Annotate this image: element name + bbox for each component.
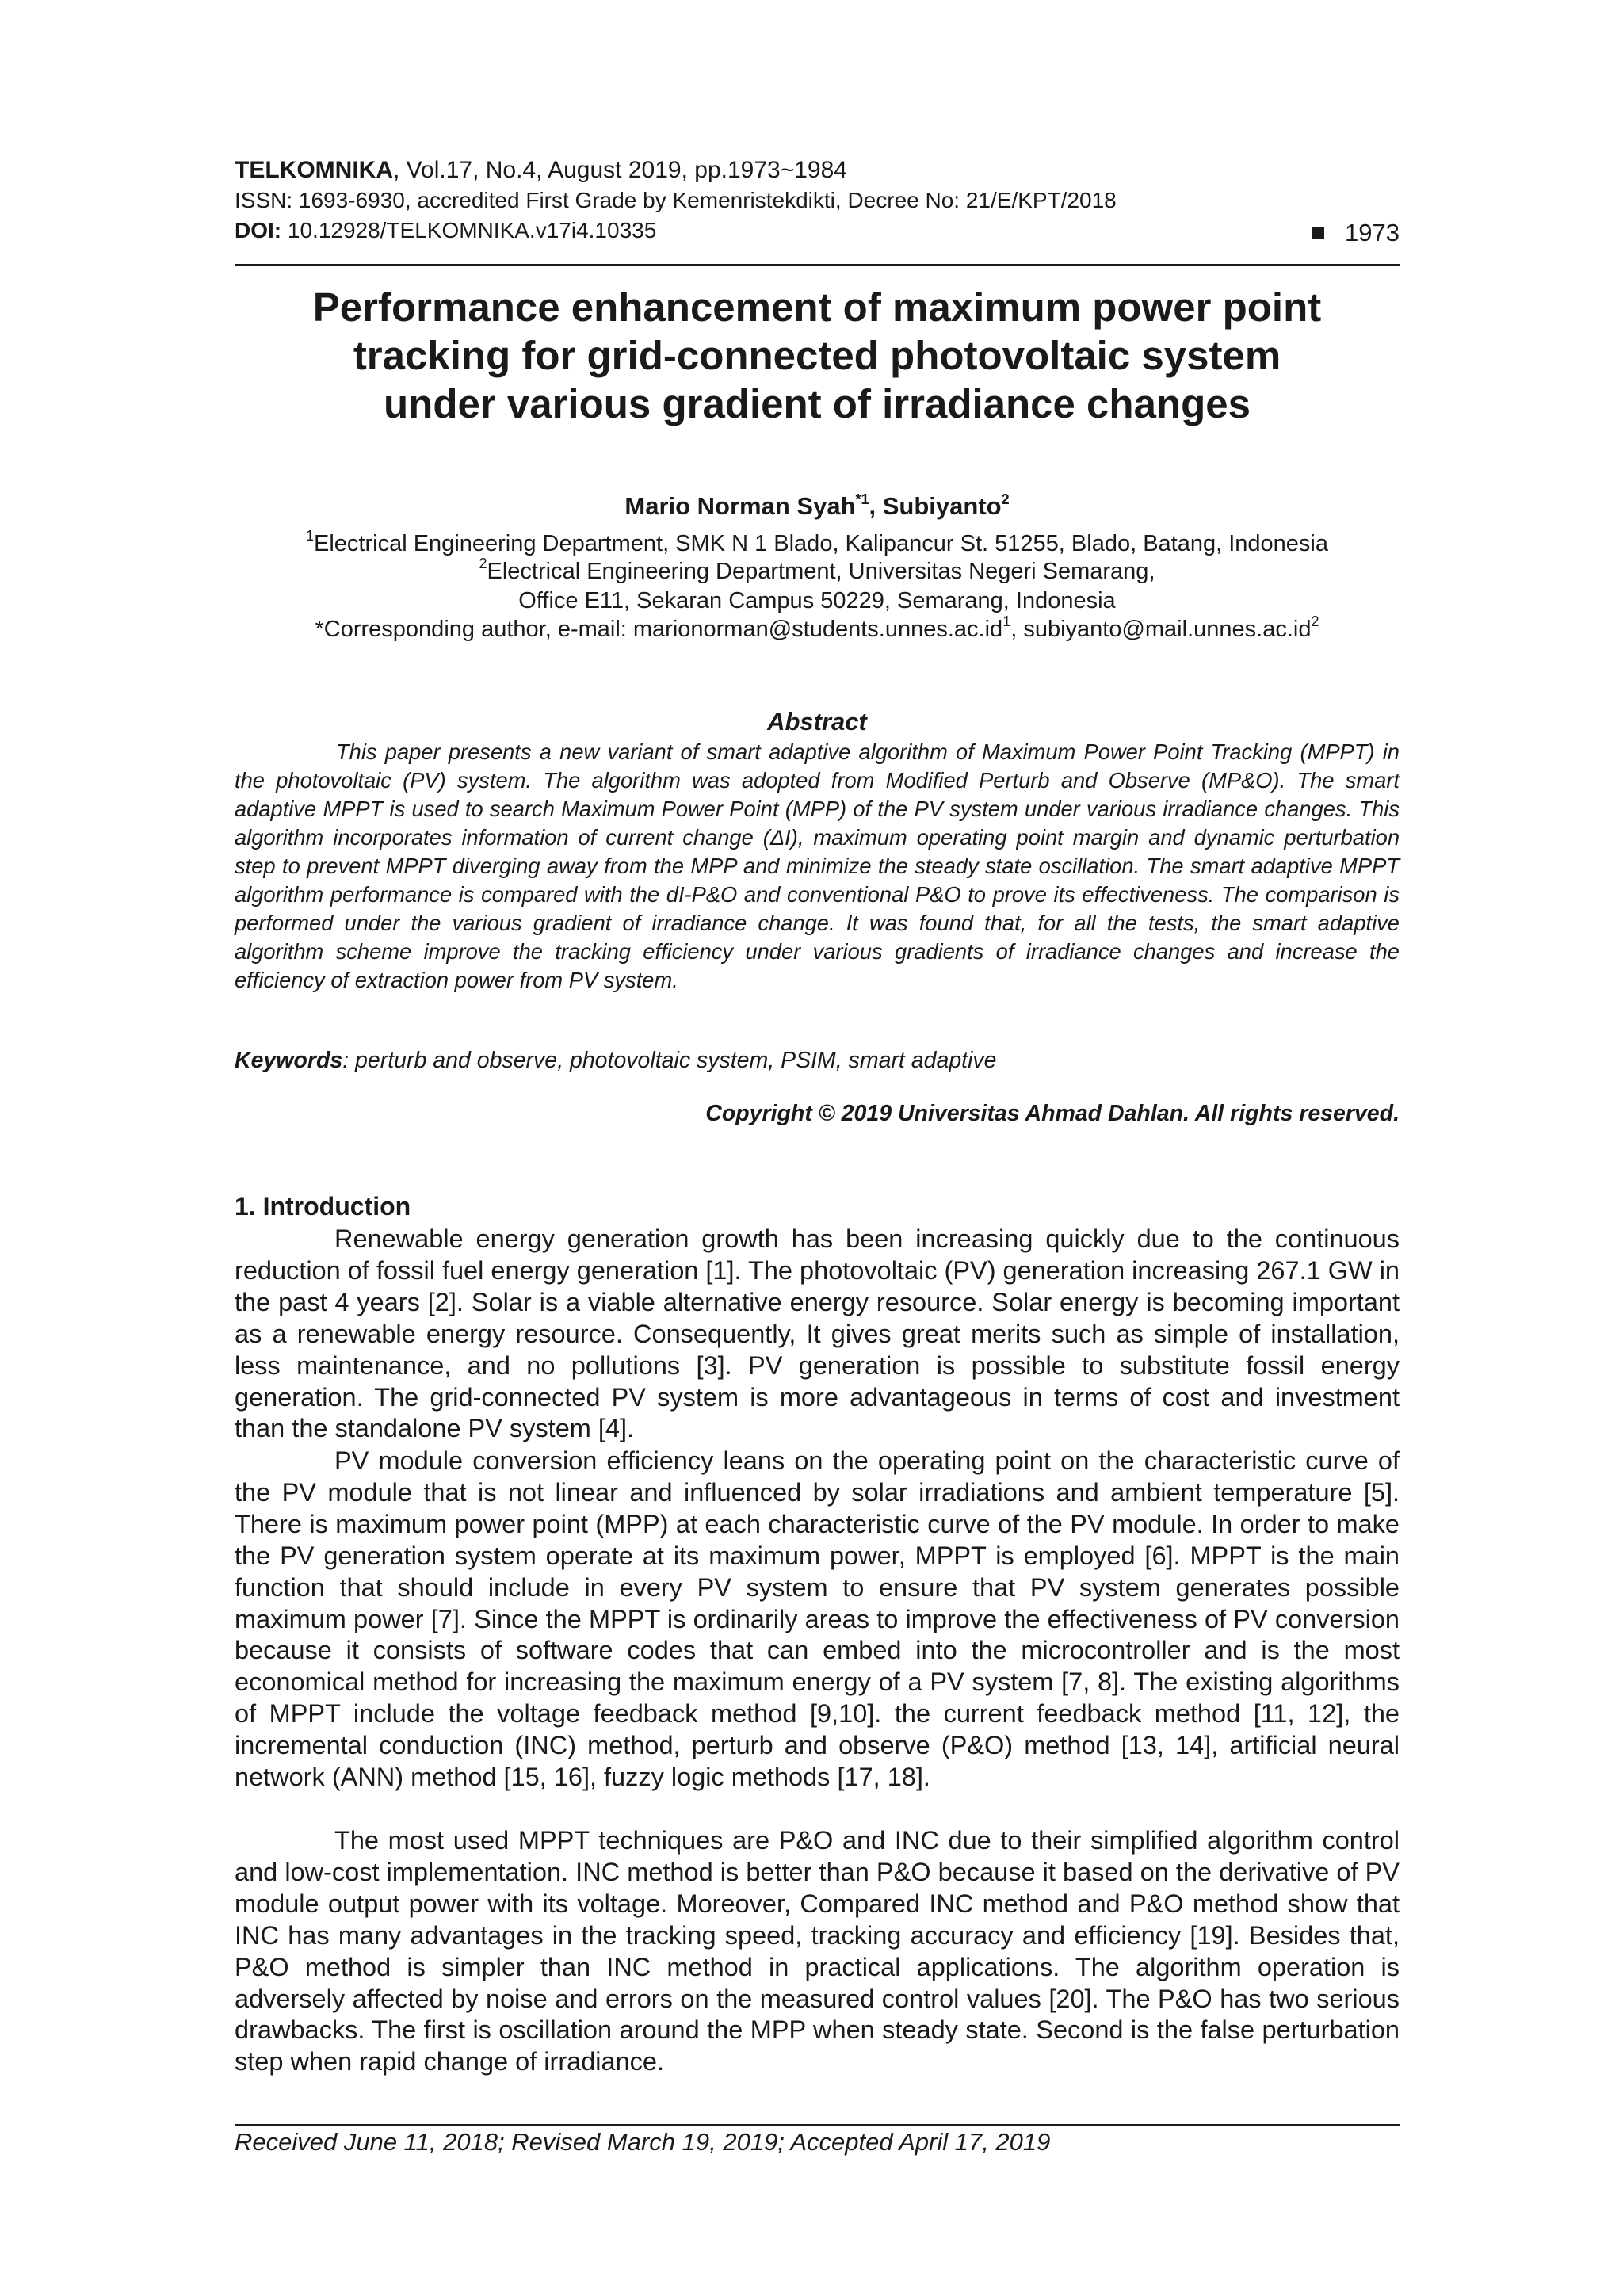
affiliation-1-sup: 1	[306, 528, 315, 544]
affiliation-1	[235, 529, 1400, 558]
corresponding-author-email-2: , subiyanto@mail.unnes.ac.id	[1010, 617, 1312, 642]
author-list	[235, 491, 1400, 521]
issn-line	[235, 185, 1400, 216]
paragraph: PV module conversion efficiency leans on the operating point on the characteristic curve of the PV module that is not linear and influenced by solar irradiations and ambient temperature [5]. There is maximum power point (MPP) at each characteristic curve of the PV module. In order to make the PV generation system operate at its maximum power, MPPT is employed [6]. MPPT is the main function that should include in every PV system to ensure that PV system generates possible maximum power [7]. Since the MPPT is ordinarily areas to improve the effectiveness of PV conversion because it consists of software codes that can embed into the microcontroller and is the most economical method for increasing the maximum energy of a PV system [7, 8]. The existing algorithms of MPPT include the voltage feedback method [9,10]. the current feedback method [11, 12], the incremental conduction (INC) method, perturb and observe (P&O) method [13, 14], artificial neural network (ANN) method [15, 16], fuzzy logic methods [17, 18].	[235, 1446, 1400, 1792]
doi-line	[235, 216, 1400, 246]
title-line-2: tracking for grid-connected photovoltaic system	[353, 333, 1281, 378]
page-number	[1312, 219, 1400, 247]
author-2: Subiyanto	[882, 492, 1002, 520]
journal-citation: , Vol.17, No.4, August 2019, pp.1973~1984	[392, 157, 847, 183]
issn-label: ISSN: 1693-6930	[235, 188, 405, 212]
affiliation-1-text: Electrical Engineering Department, SMK N 1 Blado, Kalipancur St. 51255, Blado, Batang, Indonesia	[314, 531, 1328, 556]
paragraph: The most used MPPT techniques are P&O and INC due to their simplified algorithm control and low-cost implementation. INC method is better than P&O because it based on the derivative of PV module output power with its voltage. Moreover, Compared INC method and P&O method show that INC has many advantages in the tracking speed, tracking accuracy and efficiency [19]. Besides that, P&O method is simpler than INC method in practical applications. The algorithm operation is adversely affected by noise and errors on the measured control values [20]. The P&O has two serious drawbacks. The first is oscillation around the MPP when steady state. Second is the false perturbation step when rapid change of irradiance.	[235, 1826, 1400, 2076]
page-number-text: 1973	[1345, 219, 1400, 246]
title-line-3: under various gradient of irradiance changes	[384, 381, 1251, 426]
keywords-text: : perturb and observe, photovoltaic system, PSIM, smart adaptive	[342, 1048, 997, 1073]
copyright-notice: Copyright © 2019 Universitas Ahmad Dahlan. All rights reserved.	[705, 1101, 1400, 1126]
footer-rule	[235, 2124, 1400, 2126]
title-line-1: Performance enhancement of maximum power point	[312, 285, 1322, 330]
author-1: Mario Norman Syah	[624, 492, 856, 520]
journal-name: TELKOMNIKA	[235, 157, 393, 183]
keywords	[235, 1048, 1400, 1074]
journal-citation-line	[235, 155, 1400, 185]
paragraph: Renewable energy generation growth has been increasing quickly due to the continuous reduction of fossil fuel energy generation [1]. The photovoltaic (PV) generation increasing 267.1 GW in the past 4 years [2]. Solar is a viable alternative energy resource. Solar energy is becoming important as a renewable energy resource. Consequently, It gives great merits such as simple of installation, less maintenance, and no pollutions [3]. PV generation is possible to substitute fossil energy generation. The grid-connected PV system is more advantageous in terms of cost and investment than the standalone PV system [4].	[235, 1224, 1400, 1443]
affiliation-2-address: Office E11, Sekaran Campus 50229, Semarang, Indonesia	[518, 588, 1116, 613]
affiliation-2	[235, 557, 1400, 586]
corresponding-author	[235, 615, 1400, 644]
corresponding-sup-1: 1	[1002, 613, 1011, 630]
author-2-sup: 2	[1001, 491, 1010, 507]
corresponding-author-text: *Corresponding author, e-mail: marionorman@students.unnes.ac.id	[315, 617, 1003, 642]
corresponding-sup-2: 2	[1311, 613, 1319, 630]
square-bullet-icon	[1312, 227, 1324, 239]
doi-label: DOI:	[235, 218, 282, 243]
paper-title	[235, 283, 1400, 428]
abstract-heading: Abstract	[767, 708, 867, 735]
section-heading-introduction: 1. Introduction	[235, 1192, 411, 1221]
affiliation-2-text: Electrical Engineering Department, Universitas Negeri Semarang,	[487, 559, 1155, 584]
author-separator: ,	[869, 492, 883, 520]
issn-accreditation: , accredited First Grade by Kemenristekdikti, Decree No: 21/E/KPT/2018	[404, 188, 1117, 212]
doi-value: 10.12928/TELKOMNIKA.v17i4.10335	[281, 218, 657, 243]
received-dates: Received June 11, 2018; Revised March 19, 2019; Accepted April 17, 2019	[235, 2128, 1051, 2156]
keywords-label: Keywords	[235, 1048, 343, 1073]
author-1-sup: *1	[855, 491, 869, 507]
affiliation-2-sup: 2	[479, 556, 487, 572]
header-rule	[235, 264, 1400, 266]
abstract-text: This paper presents a new variant of smart adaptive algorithm of Maximum Power Point Tracking (MPPT) in the photovoltaic (PV) system. The algorithm was adopted from Modified Perturb and Observe (MP&O). The smart adaptive MPPT is used to search Maximum Power Point (MPP) of the PV system under various irradiance changes. This algorithm incorporates information of current change (ΔI), maximum operating point margin and dynamic perturbation step to prevent MPPT diverging away from the MPP and minimize the steady state oscillation. The smart adaptive MPPT algorithm performance is compared with the dI-P&O and conventional P&O to prove its effectiveness. The comparison is performed under the various gradient of irradiance change. It was found that, for all the tests, the smart adaptive algorithm scheme improve the tracking efficiency under various gradients of irradiance changes and increase the efficiency of extraction power from PV system.	[235, 739, 1400, 992]
